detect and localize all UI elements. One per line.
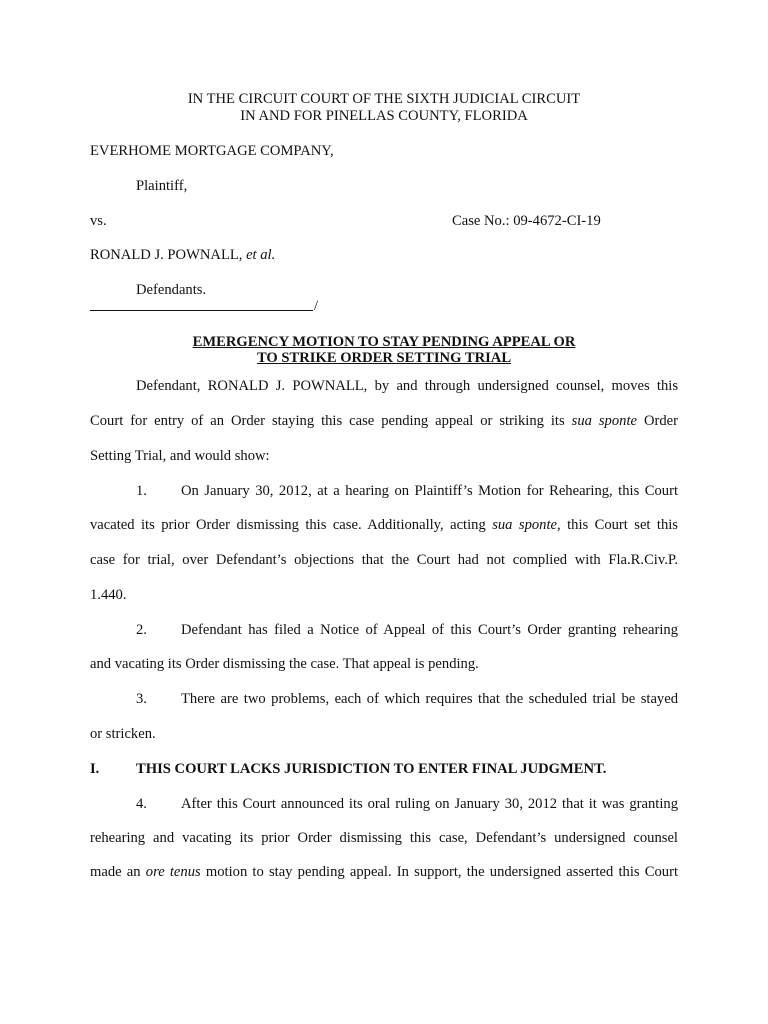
- motion-title-line-1: EMERGENCY MOTION TO STAY PENDING APPEAL OR: [192, 334, 576, 350]
- paragraph-1-line-1: On January 30, 2012, at a hearing on Plaintiff’s Motion for Rehearing, this Court: [181, 483, 678, 499]
- paragraph-1-line-2: [90, 516, 678, 534]
- paragraph-3-number: 3.: [136, 691, 147, 707]
- paragraph-1-line-2-c: , this Court set this: [557, 517, 678, 533]
- defendant-name-text: RONALD J. POWNALL,: [90, 247, 243, 263]
- intro-sua-sponte: sua sponte: [571, 413, 637, 429]
- defendant-name: [90, 246, 275, 264]
- paragraph-3-line-1: There are two problems, each of which requires that the scheduled trial be stayed: [181, 691, 678, 707]
- paragraph-2-line-2: and vacating its Order dismissing the case. That appeal is pending.: [90, 656, 479, 672]
- motion-title-line-2: TO STRIKE ORDER SETTING TRIAL: [256, 350, 512, 366]
- paragraph-1-sua-sponte: sua sponte: [492, 517, 558, 533]
- paragraph-1-line-4: 1.440.: [90, 587, 127, 603]
- paragraph-3-line-2: or stricken.: [90, 726, 156, 742]
- paragraph-2-number: 2.: [136, 622, 147, 638]
- case-number: Case No.: 09-4672-CI-19: [452, 213, 601, 229]
- paragraph-4-ore-tenus: ore tenus: [145, 864, 201, 880]
- intro-line-2-c: Order: [643, 413, 678, 429]
- intro-line-2-a: Court for entry of an Order staying this case pending appeal or striking its: [90, 413, 565, 429]
- defendant-etal: et al.: [246, 247, 276, 263]
- caption-divider-slash: /: [314, 298, 319, 314]
- paragraph-4-line-1: After this Court announced its oral ruling on January 30, 2012 that it was granting: [181, 796, 678, 812]
- paragraph-4-line-3-a: made an: [90, 864, 141, 880]
- plaintiff-name: EVERHOME MORTGAGE COMPANY,: [90, 143, 334, 159]
- section-1-number: I.: [90, 761, 100, 777]
- versus-label: vs.: [90, 213, 107, 229]
- paragraph-4-line-3: [90, 863, 678, 881]
- intro-line-2: [90, 412, 678, 430]
- court-name-line-2: IN AND FOR PINELLAS COUNTY, FLORIDA: [240, 108, 528, 124]
- intro-line-3: Setting Trial, and would show:: [90, 448, 270, 464]
- paragraph-4-number: 4.: [136, 796, 147, 812]
- paragraph-1-number: 1.: [136, 483, 147, 499]
- paragraph-4-line-3-c: motion to stay pending appeal. In support, the undersigned asserted this Court: [205, 864, 679, 880]
- court-name-line-1: IN THE CIRCUIT COURT OF THE SIXTH JUDICIAL CIRCUIT: [187, 91, 581, 107]
- paragraph-4-line-2: rehearing and vacating its prior Order dismissing this case, Defendant’s undersigned counsel: [90, 830, 678, 846]
- section-1-title: THIS COURT LACKS JURISDICTION TO ENTER FINAL JUDGMENT.: [136, 761, 607, 777]
- paragraph-1-line-2-a: vacated its prior Order dismissing this case. Additionally, acting: [90, 517, 486, 533]
- intro-line-1: Defendant, RONALD J. POWNALL, by and through undersigned counsel, moves this: [136, 378, 678, 394]
- caption-divider-line: [90, 310, 313, 311]
- paragraph-2-line-1: Defendant has filed a Notice of Appeal of this Court’s Order granting rehearing: [181, 622, 678, 638]
- defendant-role: Defendants.: [136, 282, 207, 298]
- paragraph-1-line-3: case for trial, over Defendant’s objections that the Court had not complied with Fla.R.Civ.P.: [90, 552, 678, 568]
- plaintiff-role: Plaintiff,: [136, 178, 188, 194]
